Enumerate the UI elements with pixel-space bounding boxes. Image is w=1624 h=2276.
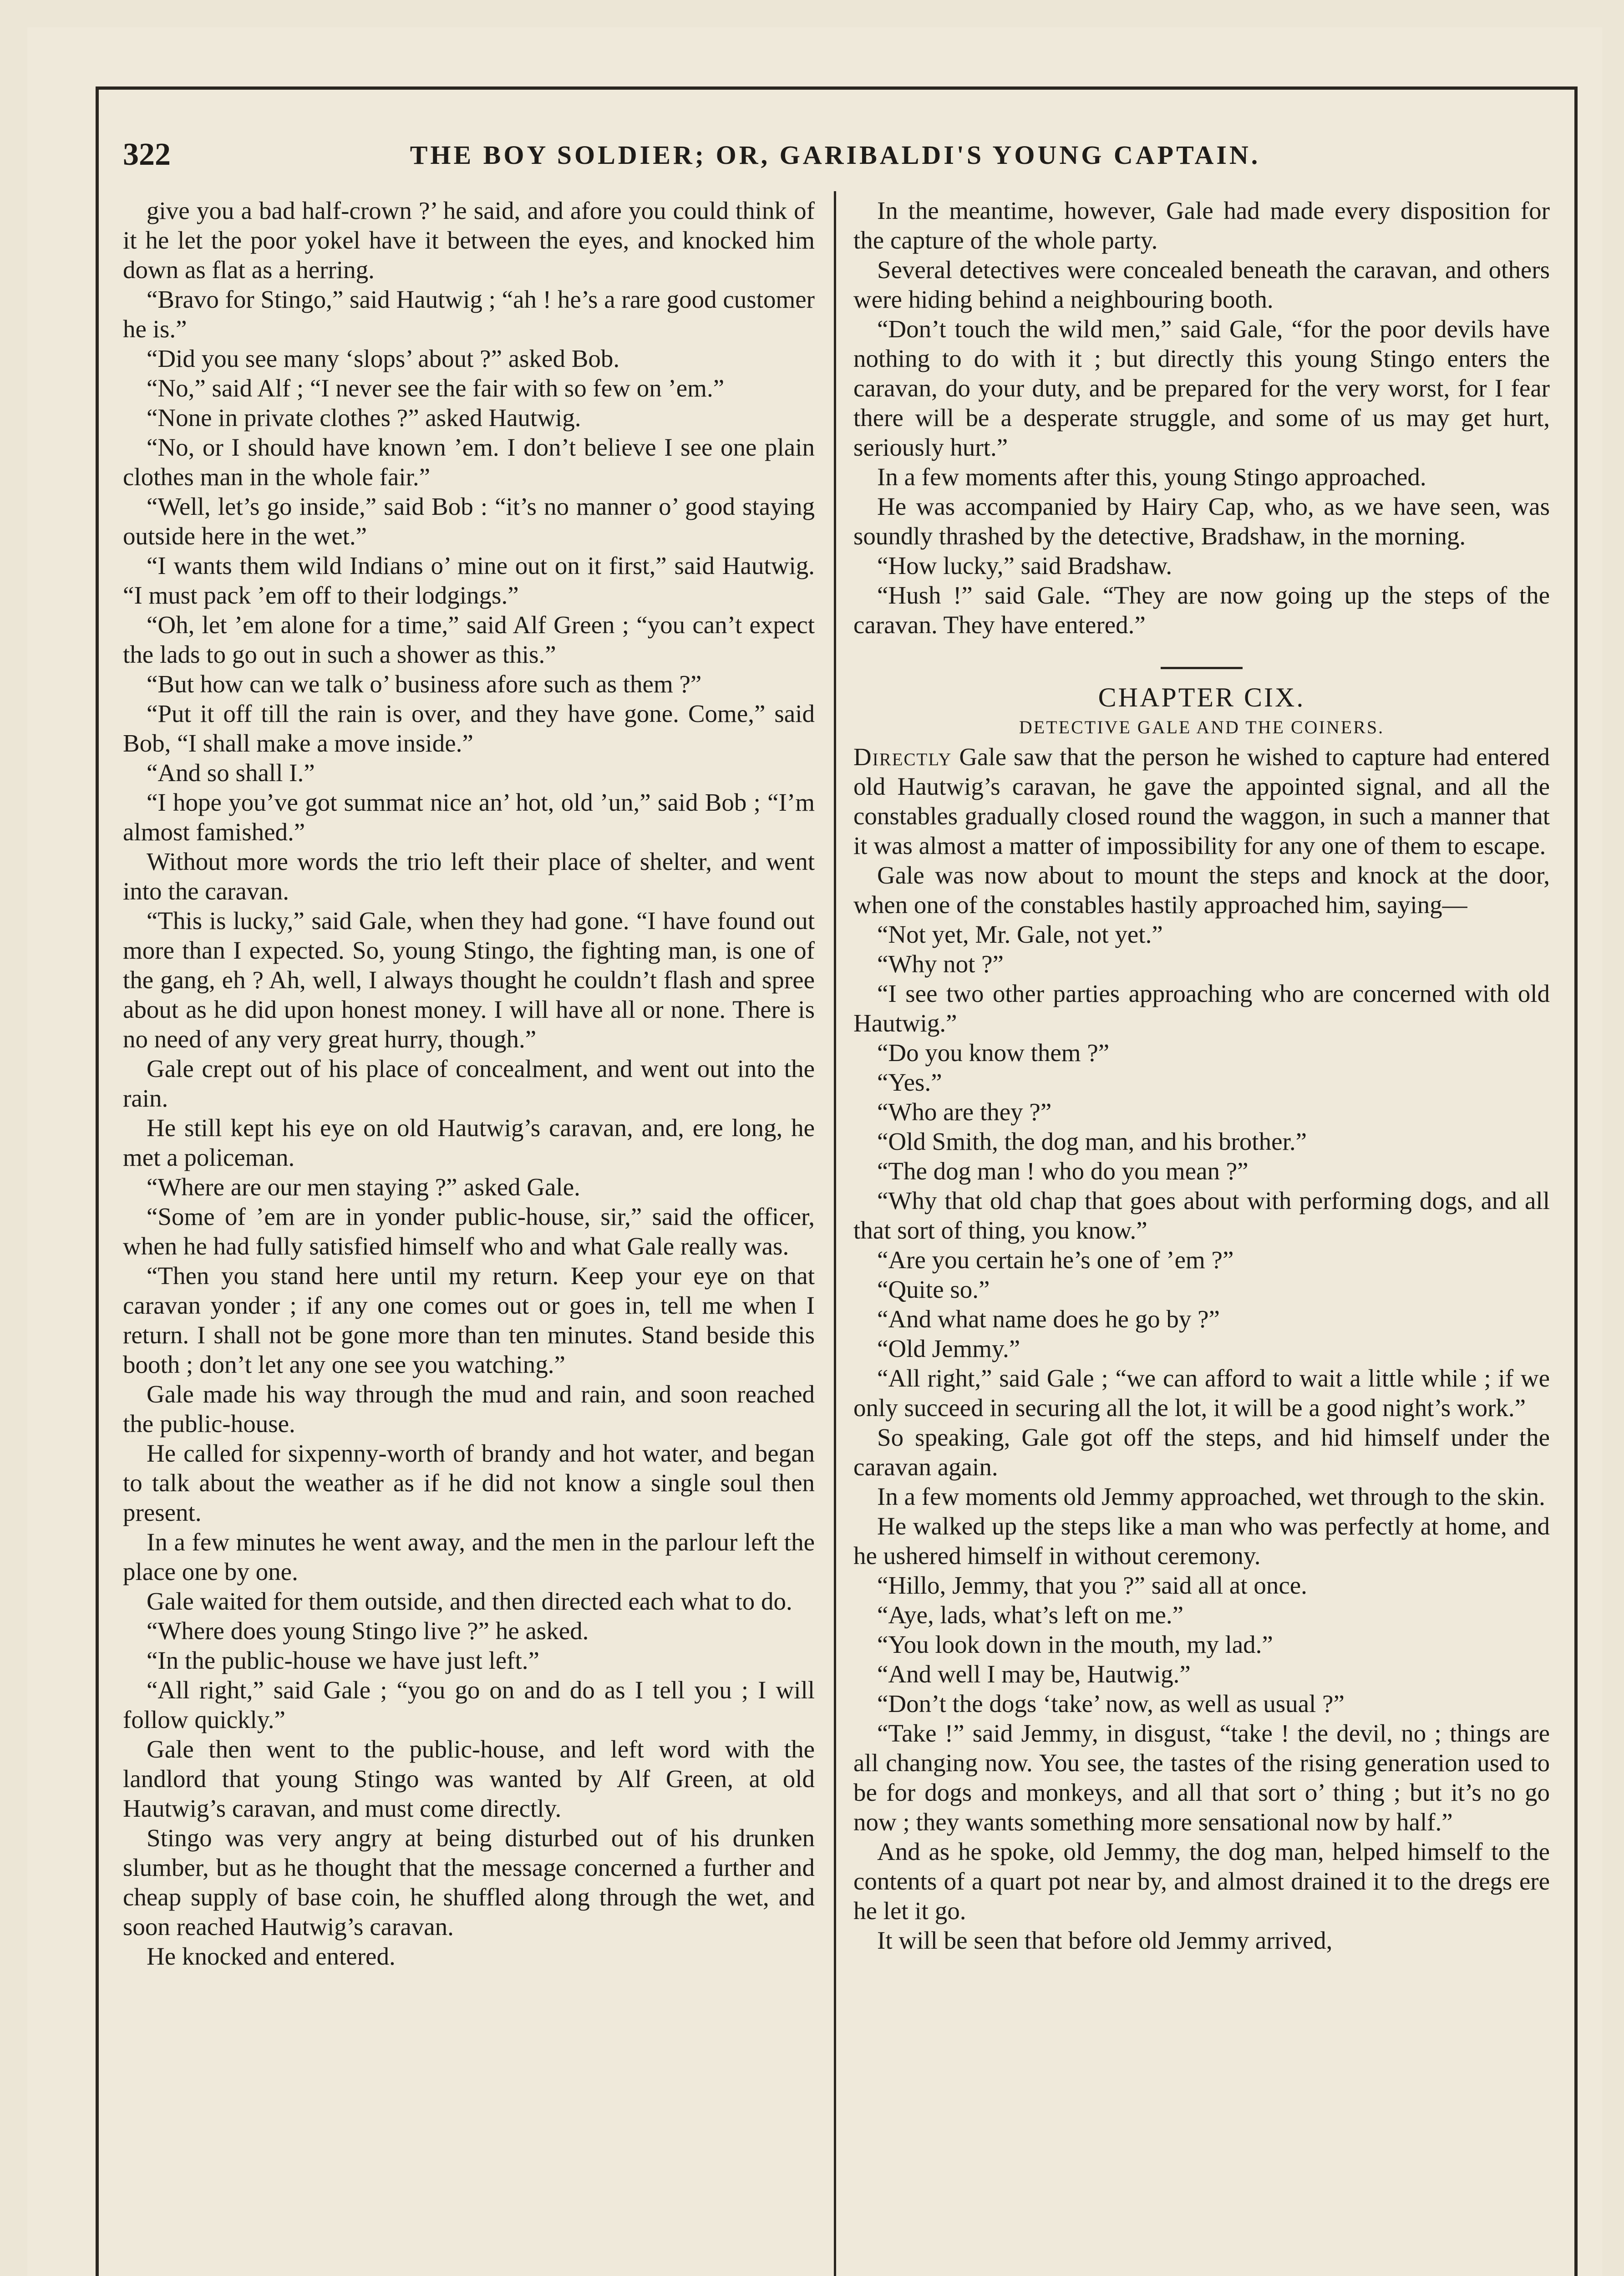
paragraph: “Why not ?” — [877, 950, 1004, 978]
paragraph: “Not yet, Mr. Gale, not yet.” — [877, 920, 1163, 948]
paragraph: He knocked and entered. — [147, 1942, 396, 1970]
chapter-rule — [1161, 667, 1243, 669]
paragraph: “The dog man ! who do you mean ?” — [877, 1157, 1248, 1185]
paragraph: “How lucky,” said Bradshaw. — [877, 552, 1172, 579]
paragraph: “Take !” said Jemmy, in disgust, “take ! the devil, no ; things are all changing now. You see, the tastes of the rising generation used to be for dogs and monkeys, and all that sort o’ thing ; but it’s no go now ; they wants something more sensational now by half.” — [853, 1719, 1550, 1836]
paragraph: In the meantime, however, Gale had made every disposition for the capture of the whole party. — [853, 197, 1550, 254]
paragraph: “Don’t the dogs ‘take’ now, as well as usual ?” — [877, 1690, 1345, 1717]
paragraph: “Are you certain he’s one of ’em ?” — [877, 1246, 1234, 1274]
paragraph: “Why that old chap that goes about with performing dogs, and all that sort of thing, you know.” — [853, 1187, 1550, 1244]
paragraph: Gale waited for them outside, and then directed each what to do. — [147, 1587, 792, 1615]
paragraph: “Aye, lads, what’s left on me.” — [877, 1601, 1184, 1629]
page-header — [123, 127, 1538, 182]
paragraph: Gale made his way through the mud and rain, and soon reached the public-house. — [123, 1380, 815, 1438]
paragraph: “Put it off till the rain is over, and they have gone. Come,” said Bob, “I shall make a move inside.” — [123, 700, 815, 757]
paragraph: “Where are our men staying ?” asked Gale. — [147, 1173, 580, 1201]
paragraph: “Some of ’em are in yonder public-house, sir,” said the officer, when he had fully satisfied himself who and what Gale really was. — [123, 1203, 815, 1260]
paragraph: “Bravo for Stingo,” said Hautwig ; “ah ! he’s a rare good customer he is.” — [123, 285, 815, 343]
paragraph: In a few moments after this, young Stingo approached. — [877, 463, 1426, 491]
paragraph: He still kept his eye on old Hautwig’s caravan, and, ere long, he met a policeman. — [123, 1114, 815, 1171]
left-column — [123, 196, 815, 2276]
paragraph: “No, or I should have known ’em. I don’t believe I see one plain clothes man in the whole fair.” — [123, 433, 815, 491]
paragraph: Gale was now about to mount the steps and knock at the door, when one of the constables hastily approached him, saying— — [853, 861, 1550, 919]
right-column-top — [853, 196, 1550, 640]
paragraph: In a few moments old Jemmy approached, wet through to the skin. — [877, 1483, 1545, 1510]
paragraph: “In the public-house we have just left.” — [147, 1646, 539, 1674]
paragraph: “Then you stand here until my return. Keep your eye on that caravan yonder ; if any one comes out or goes in, tell me when I return. I shall not be gone more than ten minutes. Stand beside this booth ; don’t let any one see you watching.” — [123, 1262, 815, 1378]
column-divider — [834, 191, 836, 2276]
paragraph: “And well I may be, Hautwig.” — [877, 1660, 1191, 1688]
paragraph: “Oh, let ’em alone for a time,” said Alf Green ; “you can’t expect the lads to go out in such a shower as this.” — [123, 611, 815, 668]
paragraph: Gale then went to the public-house, and left word with the landlord that young Stingo was wanted by Alf Green, at old Hautwig’s caravan, and must come directly. — [123, 1735, 815, 1822]
paragraph: “No,” said Alf ; “I never see the fair with so few on ’em.” — [147, 374, 725, 402]
right-column-bottom — [853, 860, 1550, 1955]
paragraph: Gale crept out of his place of concealment, and went out into the rain. — [123, 1055, 815, 1112]
paragraph: Without more words the trio left their place of shelter, and went into the caravan. — [123, 848, 815, 905]
paragraph: “None in private clothes ?” asked Hautwig. — [147, 404, 581, 432]
chapter-opening-paragraph — [853, 742, 1550, 860]
paragraph: “Who are they ?” — [877, 1098, 1052, 1126]
paragraph: “Yes.” — [877, 1068, 942, 1096]
paragraph: He called for sixpenny-worth of brandy and hot water, and began to talk about the weather as if he did not know a single soul then present. — [123, 1439, 815, 1526]
paragraph: “But how can we talk o’ business afore such as them ?” — [147, 670, 702, 698]
paragraph: “Did you see many ‘slops’ about ?” asked Bob. — [147, 345, 620, 372]
paragraph: “Hush !” said Gale. “They are now going up the steps of the caravan. They have entered.” — [853, 581, 1550, 639]
paragraph: “Old Smith, the dog man, and his brother.” — [877, 1128, 1307, 1155]
page-number: 322 — [123, 137, 171, 172]
paragraph: “Quite so.” — [877, 1275, 990, 1303]
paragraph: “I wants them wild Indians o’ mine out on it first,” said Hautwig. “I must pack ’em off to their lodgings.” — [123, 552, 815, 609]
paragraph: “I see two other parties approaching who are concerned with old Hautwig.” — [853, 980, 1550, 1037]
paragraph: “Do you know them ?” — [877, 1039, 1110, 1067]
paragraph: In a few minutes he went away, and the men in the parlour left the place one by one. — [123, 1528, 815, 1585]
paragraph: It will be seen that before old Jemmy arrived, — [877, 1926, 1333, 1954]
paragraph: “I hope you’ve got summat nice an’ hot, old ’un,” said Bob ; “I’m almost famished.” — [123, 788, 815, 846]
running-title: THE BOY SOLDIER; OR, GARIBALDI'S YOUNG CAPTAIN. — [410, 140, 1261, 170]
paragraph: Several detectives were concealed beneath the caravan, and others were hiding behind a neighbouring booth. — [853, 256, 1550, 313]
paragraph: He was accompanied by Hairy Cap, who, as we have seen, was soundly thrashed by the detective, Bradshaw, in the morning. — [853, 493, 1550, 550]
paragraph: “Hillo, Jemmy, that you ?” said all at once. — [877, 1571, 1307, 1599]
chapter-subtitle: DETECTIVE GALE AND THE COINERS. — [1019, 717, 1385, 737]
paragraph: “All right,” said Gale ; “you go on and do as I tell you ; I will follow quickly.” — [123, 1676, 815, 1733]
paragraph: “And what name does he go by ?” — [877, 1305, 1220, 1333]
chapter-opening-text: Gale saw that the person he wished to capture had entered old Hautwig’s caravan, he gave the appointed signal, and all the constables gradually closed round the waggon, in such a manner that it was almost a matter of impossibility for any one of them to escape. — [853, 743, 1550, 859]
paragraph: “All right,” said Gale ; “we can afford to wait a little while ; if we only succeed in securing all the lot, it will be a good night’s work.” — [853, 1364, 1550, 1422]
paragraph: And as he spoke, old Jemmy, the dog man, helped himself to the contents of a quart pot near by, and almost drained it to the dregs ere he let it go. — [853, 1838, 1550, 1925]
paragraph: “You look down in the mouth, my lad.” — [877, 1631, 1273, 1658]
paragraph: So speaking, Gale got off the steps, and hid himself under the caravan again. — [853, 1423, 1550, 1481]
chapter-opening-word: Directly — [853, 743, 952, 771]
paragraph: give you a bad half-crown ?’ he said, and afore you could think of it he let the poor yokel have it between the eyes, and knocked him down as flat as a herring. — [123, 197, 815, 284]
paragraph: “Don’t touch the wild men,” said Gale, “for the poor devils have nothing to do with it ; but directly this young Stingo enters the caravan, do your duty, and be prepared for the very worst, for I fear there will be a desperate struggle, and some of us may get hurt, seriously hurt.” — [853, 315, 1550, 461]
chapter-heading: CHAPTER CIX. — [1098, 682, 1305, 712]
paragraph: “Well, let’s go inside,” said Bob : “it’s no manner o’ good staying outside here in the wet.” — [123, 493, 815, 550]
paragraph: Stingo was very angry at being disturbed out of his drunken slumber, but as he thought that the message concerned a further and cheap supply of base coin, he shuffled along through the wet, and soon reached Hautwig’s caravan. — [123, 1824, 815, 1941]
paragraph: “And so shall I.” — [147, 759, 315, 787]
right-column — [853, 196, 1550, 2276]
paragraph: “This is lucky,” said Gale, when they had gone. “I have found out more than I expected. So, young Stingo, the fighting man, is one of the gang, eh ? Ah, well, I always thought he couldn’t flash and spree about as he did upon honest money. I will have all or none. There is no need of any very great hurry, though.” — [123, 907, 815, 1053]
paragraph: He walked up the steps like a man who was perfectly at home, and he ushered himself in without ceremony. — [853, 1512, 1550, 1570]
paragraph: “Where does young Stingo live ?” he asked. — [147, 1617, 589, 1645]
paragraph: “Old Jemmy.” — [877, 1335, 1020, 1362]
